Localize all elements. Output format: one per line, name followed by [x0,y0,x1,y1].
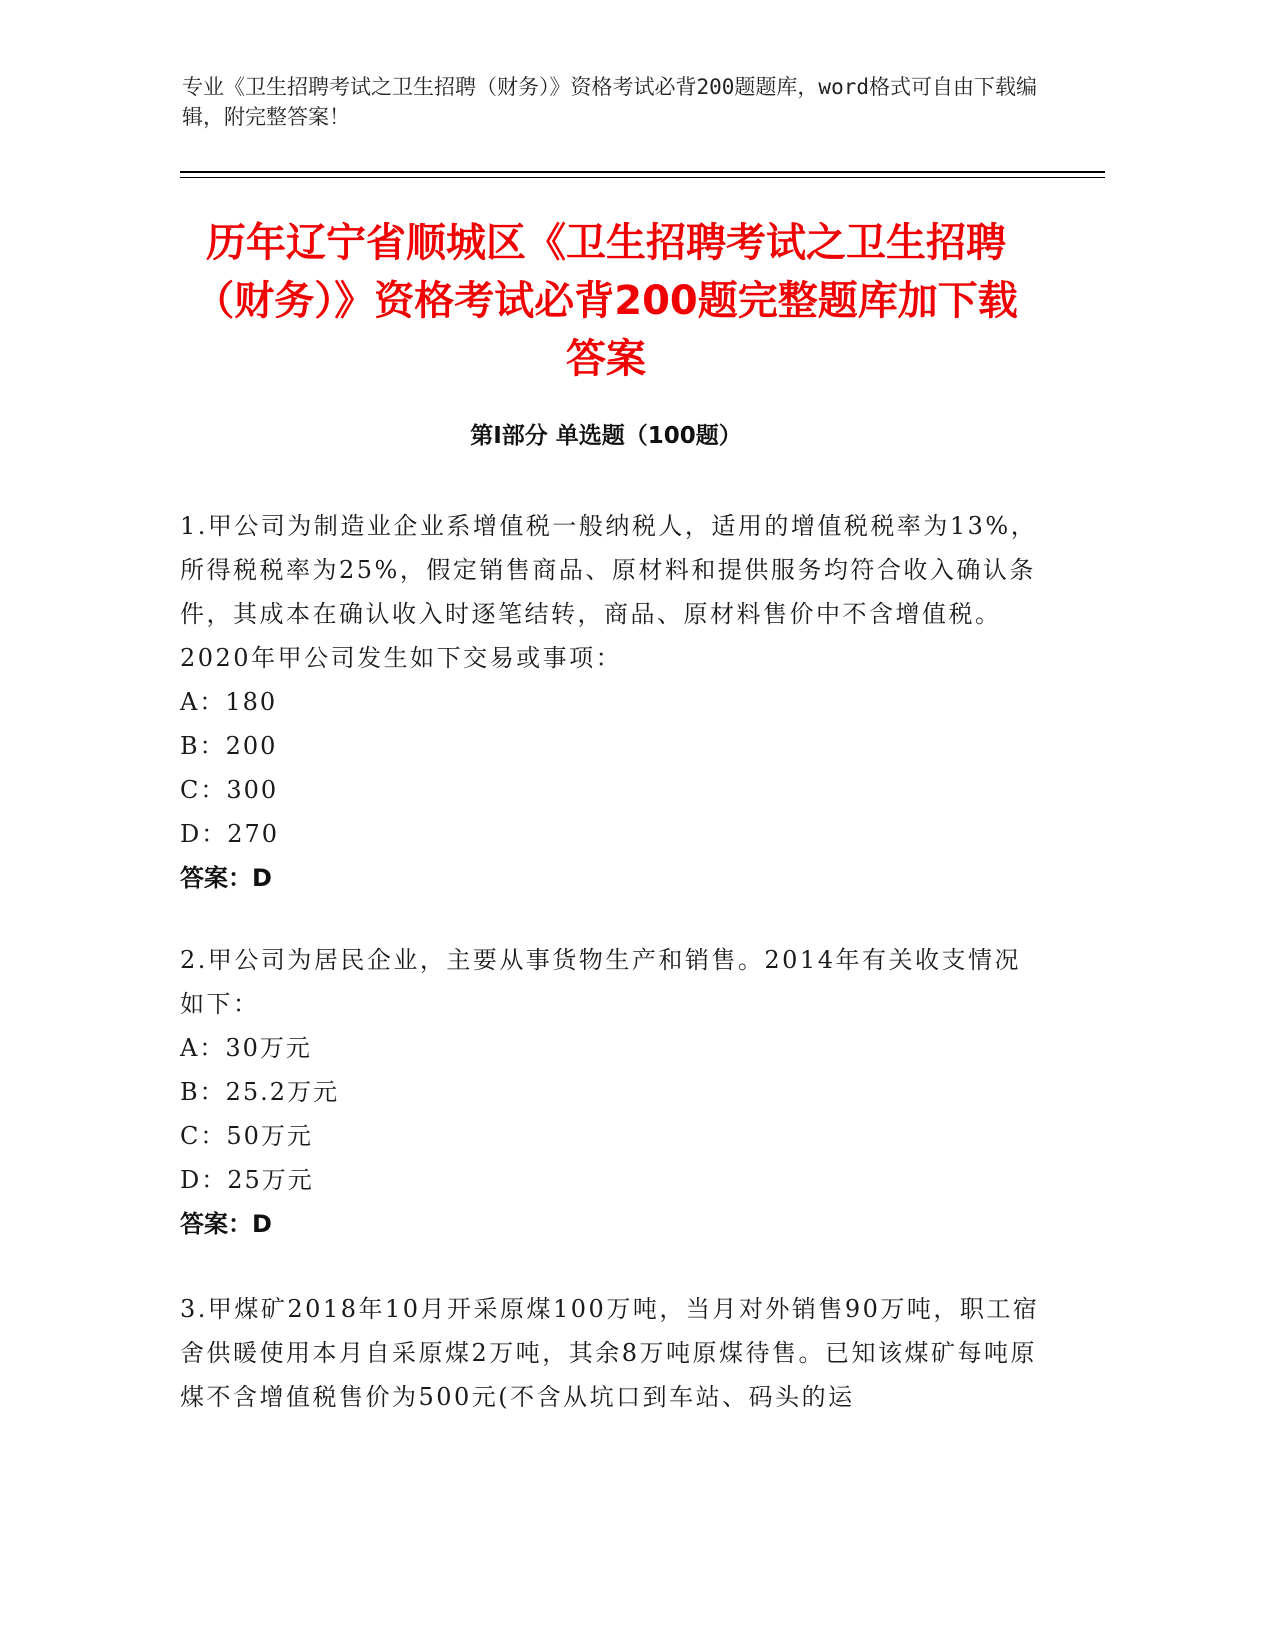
header-rule-thin [180,177,1105,178]
header-rule-thick [180,171,1105,173]
question-item [180,504,1040,900]
option-c: C：50万元 [180,1122,313,1150]
document-title: 历年辽宁省顺城区《卫生招聘考试之卫生招聘（财务）》资格考试必背200题完整题库加下载答案 [194,220,1018,382]
option-d: D：25万元 [180,1166,314,1194]
question-stem: 1.甲公司为制造业企业系增值税一般纳税人，适用的增值税税率为13%，所得税税率为25%，假定销售商品、原材料和提供服务均符合收入确认条件，其成本在确认收入时逐笔结转，商品、原材料售价中不含增值税。2020年甲公司发生如下交易或事项： [180,512,1038,672]
header-note: 专业《卫生招聘考试之卫生招聘（财务）》资格考试必背200题题库，word格式可自由下载编辑，附完整答案！ [182,75,1037,129]
section-heading: 第Ⅰ部分 单选题（100题） [470,423,742,449]
answer-line: 答案：D [180,1210,272,1238]
option-a: A：30万元 [180,1034,312,1062]
answer-line: 答案：D [180,864,272,892]
option-c: C：300 [180,776,279,804]
option-a: A：180 [180,688,278,716]
question-stem: 3.甲煤矿2018年10月开采原煤100万吨，当月对外销售90万吨，职工宿舍供暖使用本月自采原煤2万吨，其余8万吨原煤待售。已知该煤矿每吨原煤不含增值税售价为500元(不含从坑口到车站、码头的运 [180,1295,1040,1411]
option-d: D：270 [180,820,280,848]
option-b: B：25.2万元 [180,1078,340,1106]
option-b: B：200 [180,732,278,760]
question-stem: 2.甲公司为居民企业，主要从事货物生产和销售。2014年有关收支情况如下： [180,946,1021,1018]
question-item [180,938,1040,1246]
question-item [180,1287,1040,1419]
